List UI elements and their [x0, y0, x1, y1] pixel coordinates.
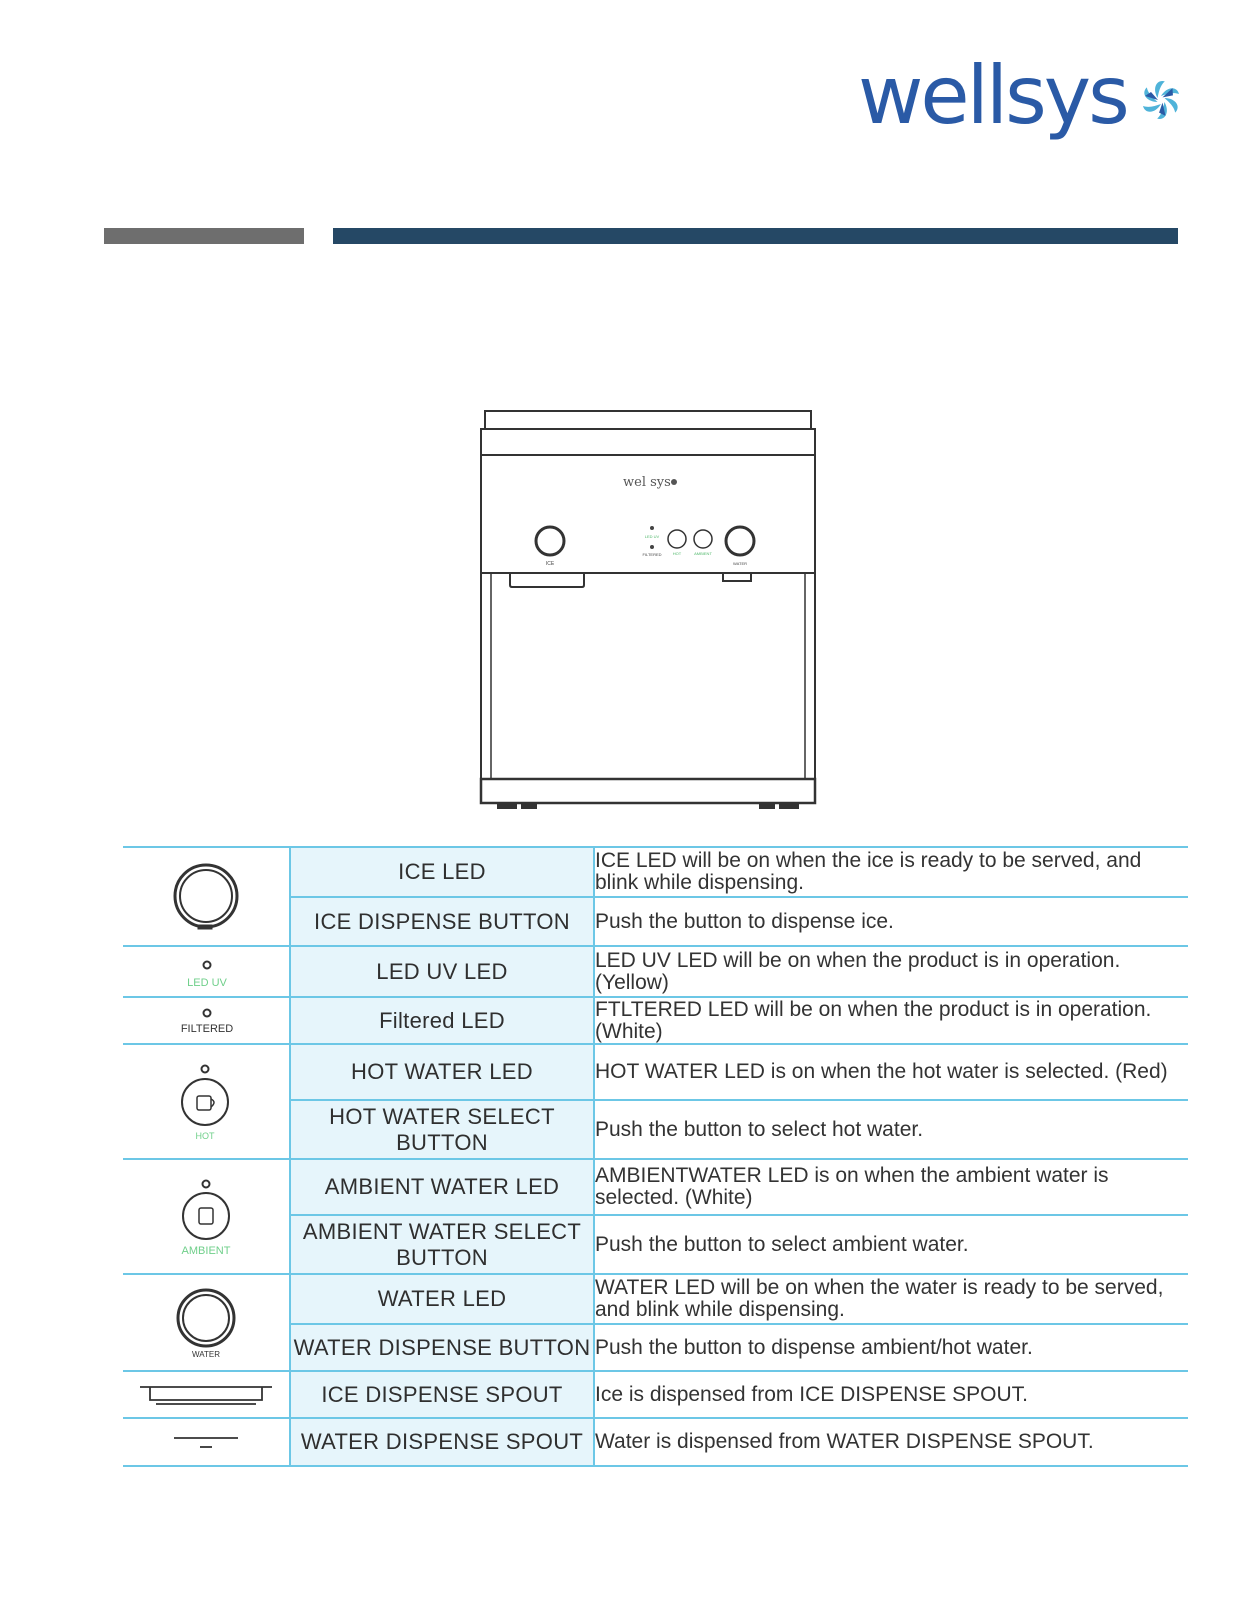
component-description: AMBIENTWATER LED is on when the ambient water is selected. (White)	[594, 1159, 1188, 1215]
component-name: LED UV LED	[290, 946, 594, 997]
dispenser-illustration	[478, 408, 818, 818]
pinwheel-logo-icon	[1135, 74, 1187, 126]
panel-logo-icon	[671, 479, 677, 485]
panel-filtered-led	[650, 545, 654, 549]
component-name: HOT WATER SELECT BUTTON	[290, 1100, 594, 1159]
table-row	[123, 1044, 1188, 1100]
component-name: AMBIENT WATER LED	[290, 1159, 594, 1215]
panel-ambient-label: AMBIENT	[694, 551, 712, 556]
panel-hot-label: HOT	[672, 551, 682, 556]
table-row	[123, 1371, 1188, 1418]
filtered-indicator-icon	[171, 1001, 241, 1041]
component-description: ICE LED will be on when the ice is ready to be served, and blink while dispensing.	[594, 847, 1188, 897]
component-description: LED UV LED will be on when the product is in operation. (Yellow)	[594, 946, 1188, 997]
led-uv-icon-cell	[123, 946, 290, 997]
water-spout-icon-cell	[123, 1418, 290, 1466]
component-description: Push the button to select ambient water.	[594, 1215, 1188, 1274]
water-button-icon	[166, 1285, 246, 1361]
hot-button-icon-cell	[123, 1044, 290, 1159]
foot-right-2	[780, 803, 798, 808]
ice-spout-icon-cell	[123, 1371, 290, 1418]
panel-logo: wel sys	[623, 475, 671, 490]
table-row	[123, 946, 1188, 997]
panel-ice-button	[536, 527, 564, 555]
component-name: ICE DISPENSE BUTTON	[290, 897, 594, 946]
table-row	[123, 997, 1188, 1044]
components-table	[123, 846, 1188, 1467]
panel-water-button	[726, 527, 754, 555]
header-bar-left	[104, 228, 304, 244]
component-name: AMBIENT WATER SELECT BUTTON	[290, 1215, 594, 1274]
filtered-icon-label: FILTERED	[180, 1022, 234, 1035]
water-dispense-spout-shape	[723, 573, 751, 581]
hot-icon-label: HOT	[195, 1130, 215, 1141]
panel-ambient-button	[694, 530, 712, 548]
component-description: Water is dispensed from WATER DISPENSE SPOUT.	[594, 1418, 1188, 1466]
component-description: Push the button to dispense ice.	[594, 897, 1188, 946]
component-name: WATER LED	[290, 1274, 594, 1324]
brand-name: wellsys	[858, 49, 1127, 142]
dispenser-body	[481, 573, 815, 779]
panel-filtered-label: FILTERED	[642, 552, 662, 557]
component-name: WATER DISPENSE BUTTON	[290, 1324, 594, 1371]
component-description: WATER LED will be on when the water is ready to be served, and blink while dispensing.	[594, 1274, 1188, 1324]
ice-button-icon	[166, 862, 246, 932]
ambient-icon-label: AMBIENT	[181, 1244, 231, 1257]
panel-ice-label: ICE	[545, 561, 555, 567]
table-row	[123, 847, 1188, 897]
foot-left-2	[522, 803, 536, 808]
ambient-water-button-icon	[166, 1177, 246, 1257]
filtered-icon-cell	[123, 997, 290, 1044]
ice-button-icon-cell	[123, 847, 290, 946]
led-uv-indicator-icon	[171, 952, 241, 992]
hot-water-button-icon	[171, 1062, 241, 1142]
component-name: ICE LED	[290, 847, 594, 897]
led-uv-icon-label: LED UV	[187, 976, 227, 989]
component-description: Push the button to select hot water.	[594, 1100, 1188, 1159]
table-row	[123, 1418, 1188, 1466]
component-description: Push the button to dispense ambient/hot water.	[594, 1324, 1188, 1371]
ice-dispense-spout-shape	[510, 573, 584, 587]
component-name: WATER DISPENSE SPOUT	[290, 1418, 594, 1466]
component-name: Filtered LED	[290, 997, 594, 1044]
ice-spout-icon	[136, 1382, 276, 1408]
panel-hot-button	[668, 530, 686, 548]
table-row	[123, 1159, 1188, 1215]
dispenser-base	[481, 779, 815, 803]
ambient-button-icon-cell	[123, 1159, 290, 1274]
water-button-icon-cell	[123, 1274, 290, 1371]
panel-led-uv-label: LED UV	[644, 534, 660, 539]
component-name: HOT WATER LED	[290, 1044, 594, 1100]
panel-water-label: WATER	[733, 561, 747, 566]
component-description: FTLTERED LED will be on when the product is in operation. (White)	[594, 997, 1188, 1044]
water-spout-icon	[166, 1431, 246, 1453]
panel-led-uv-led	[650, 526, 654, 530]
brand-logo	[858, 48, 1187, 144]
foot-left	[498, 803, 516, 808]
component-description: HOT WATER LED is on when the hot water is selected. (Red)	[594, 1044, 1188, 1100]
table-row	[123, 1274, 1188, 1324]
water-icon-label: WATER	[192, 1349, 220, 1359]
dispenser-top-lid	[485, 411, 811, 429]
header-bar-right	[333, 228, 1178, 244]
foot-right	[760, 803, 774, 808]
component-name: ICE DISPENSE SPOUT	[290, 1371, 594, 1418]
component-description: Ice is dispensed from ICE DISPENSE SPOUT.	[594, 1371, 1188, 1418]
dispenser-top	[481, 429, 815, 455]
